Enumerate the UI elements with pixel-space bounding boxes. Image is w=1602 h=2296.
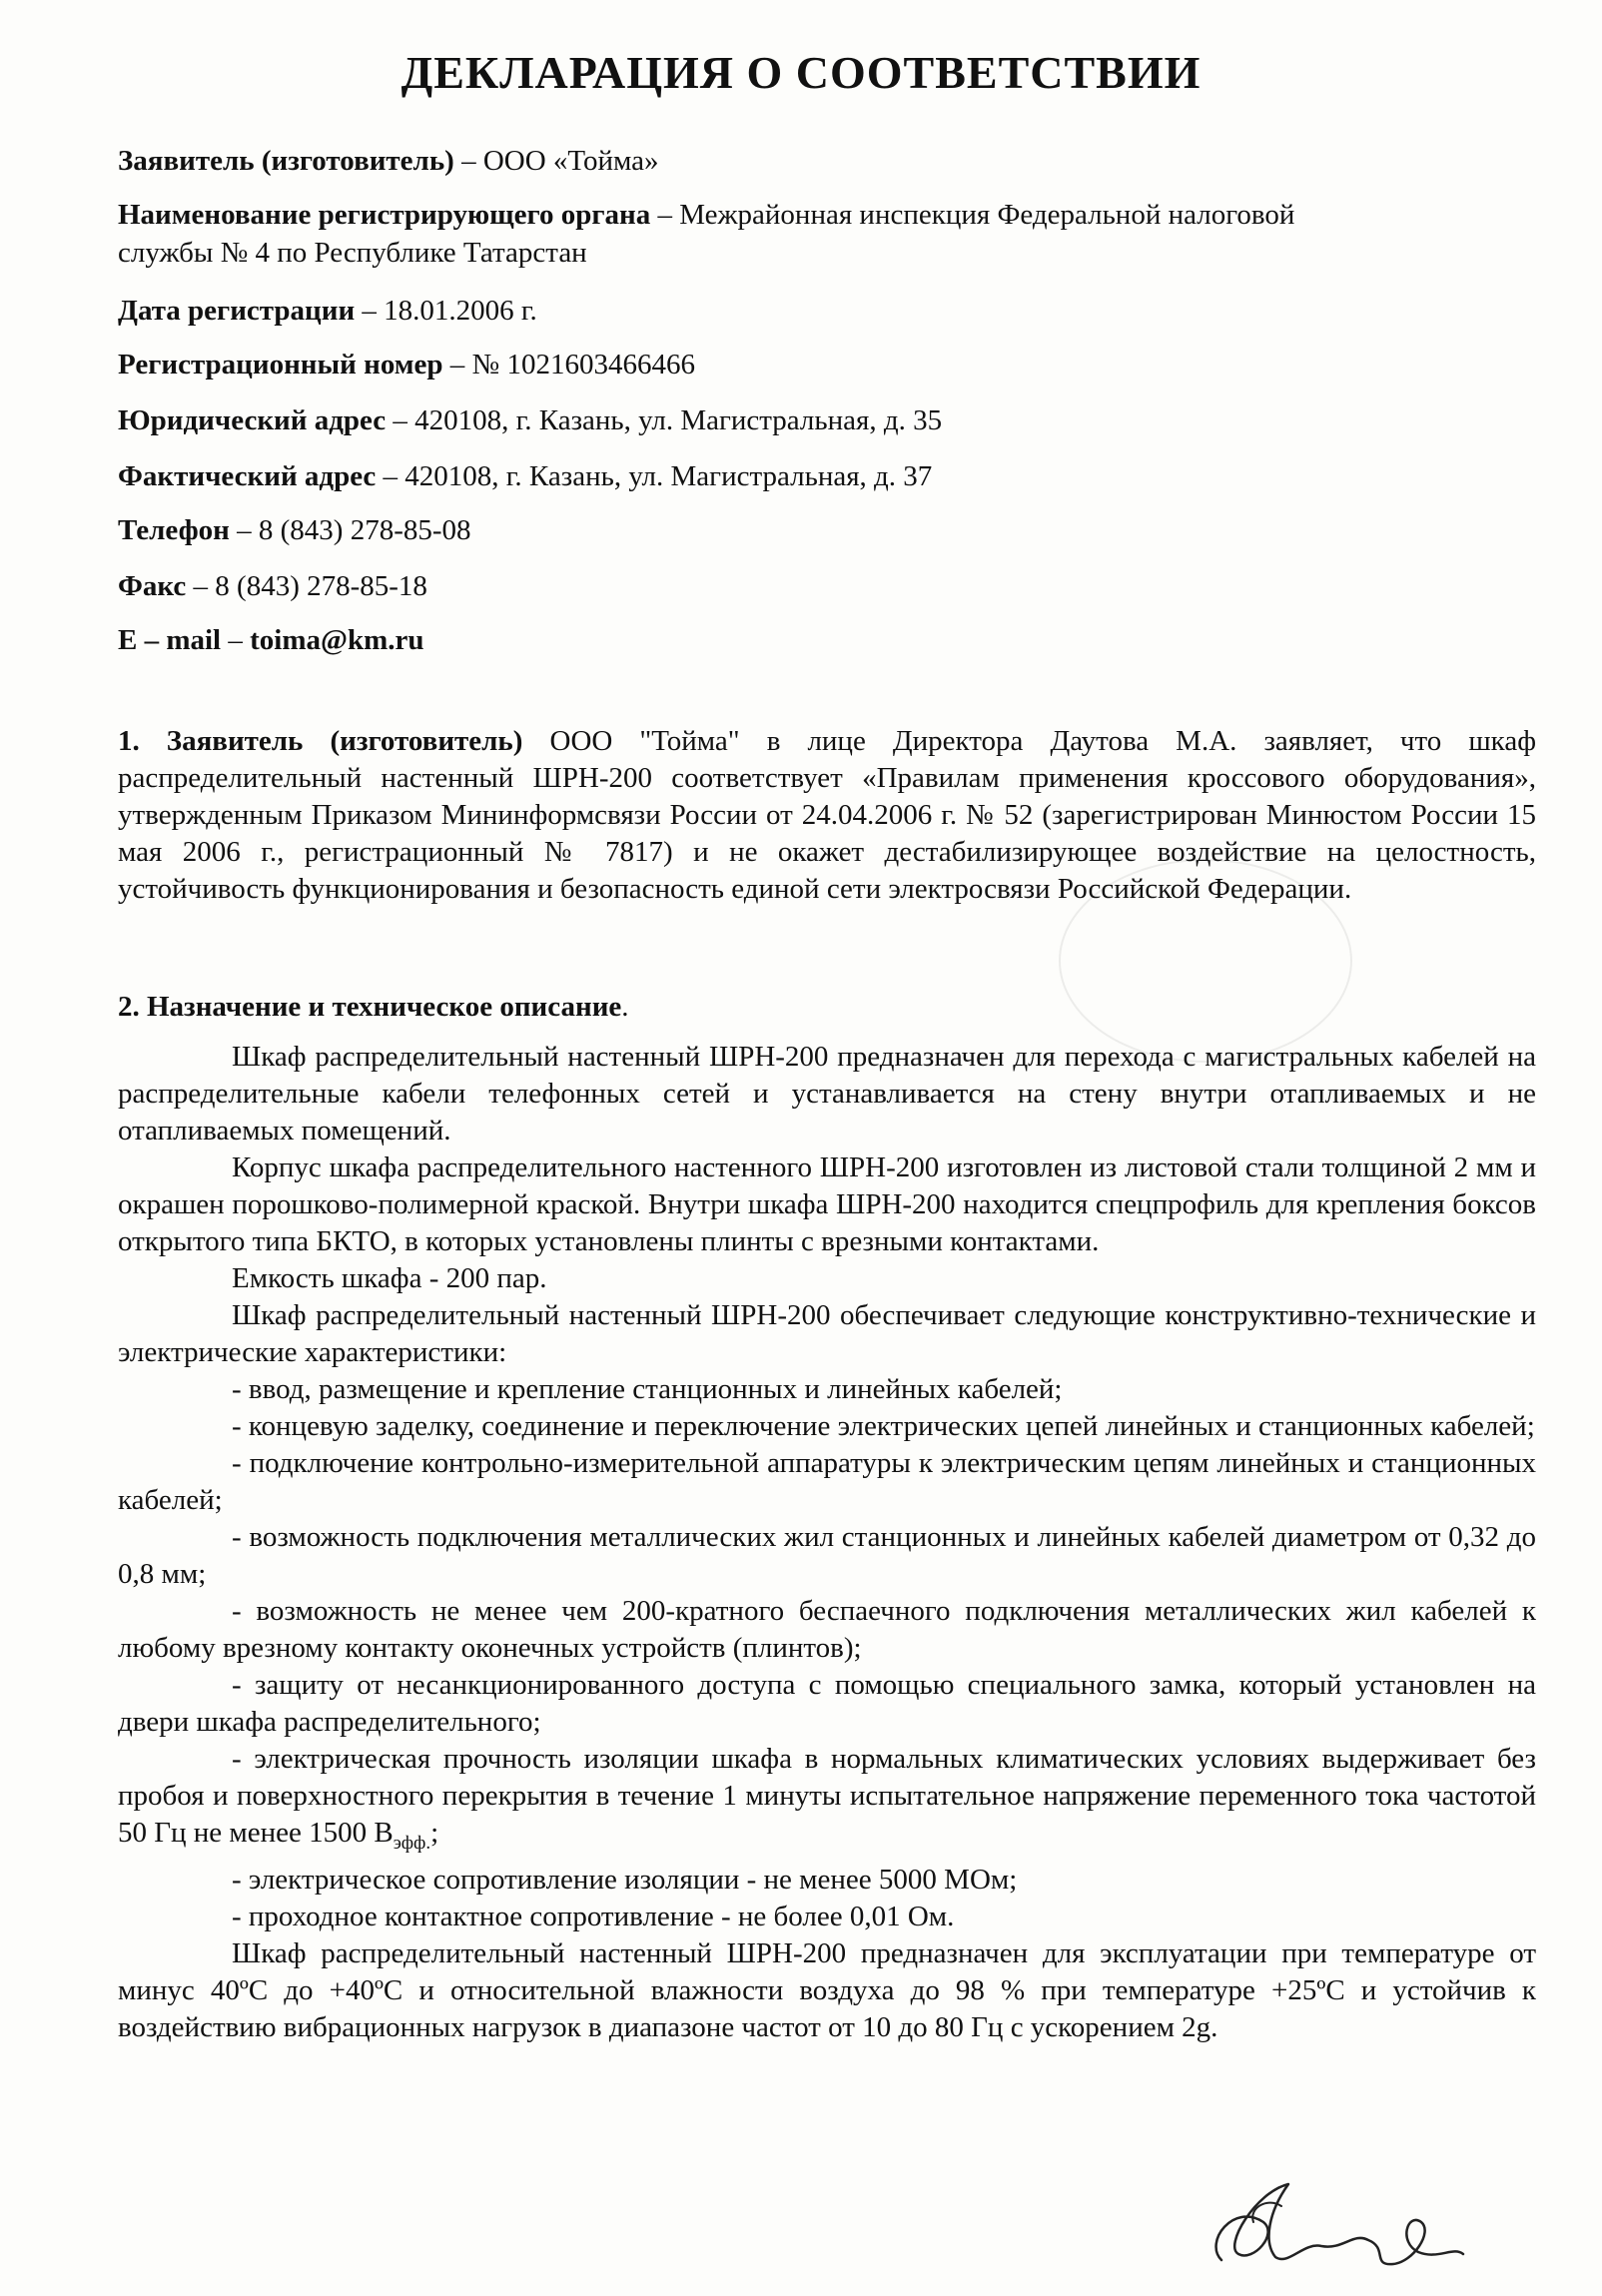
feature-item: - защиту от несанкционированного доступа с помощью специального замка, который установлен на двери шкафа распределительного; <box>118 1669 1536 1738</box>
reg-date-label: Дата регистрации <box>118 295 356 327</box>
legal-address-value: 420108, г. Казань, ул. Магистральная, д. 35 <box>414 404 943 436</box>
actual-address-value: 420108, г. Казань, ул. Магистральная, д. 37 <box>404 460 933 492</box>
section-2-heading: 2. Назначение и техническое описание. <box>118 991 629 1023</box>
fax-line: Факс – 8 (843) 278-85-18 <box>118 570 427 602</box>
email-label: E – mail <box>118 624 222 656</box>
feature-item: - возможность не менее чем 200-кратного беспаечного подключения металлических жил кабелей к любому врезному контакту оконечных устройств (плинтов); <box>118 1595 1536 1664</box>
registrar-value-cont: службы № 4 по Республике Татарстан <box>118 237 587 269</box>
reg-date-line: Дата регистрации – 18.01.2006 г. <box>118 295 537 327</box>
applicant-label: Заявитель (изготовитель) <box>118 145 454 177</box>
phone-line: Телефон – 8 (843) 278-85-08 <box>118 514 471 546</box>
section-1-text: ООО "Тойма" в лице Директора Даутова М.А. заявляет, что шкаф распределительный настенный ШРН-200 соответствует «Правилам применения кроссового оборудования», утвержденным Приказом Мининформсвязи России от 24.04.2006 г. № 52 (зарегистрирован Минюстом России 15 мая 2006 г., регистрационный № 7817) и не окажет дестабилизирующее воздействие на целостность, устойчивость функционирования и безопасность единой сети электросвязи Российской Федерации. <box>118 725 1536 905</box>
registrar-line-cont <box>118 234 1536 272</box>
feature-item: - ввод, размещение и крепление станционных и линейных кабелей; <box>232 1373 1063 1405</box>
email-value: toima@km.ru <box>250 624 424 656</box>
housing-paragraph: Корпус шкафа распределительного настенного ШРН-200 изготовлен из листовой стали толщиной 2 мм и окрашен порошково-полимерной краской. Внутри шкафа ШРН-200 находится спецпрофиль для крепления боксов открытого типа БКТО, в которых установлены плинты с врезными контактами. <box>118 1151 1536 1257</box>
fax-value: 8 (843) 278-85-18 <box>215 570 427 602</box>
applicant-line: Заявитель (изготовитель) – ООО «Тойма» <box>118 145 659 177</box>
actual-address-line: Фактический адрес – 420108, г. Казань, ул. Магистральная, д. 37 <box>118 460 933 492</box>
section-1-lead: 1. Заявитель (изготовитель) <box>118 725 523 757</box>
legal-address-label: Юридический адрес <box>118 404 387 436</box>
feature-item: - электрическое сопротивление изоляции - не менее 5000 МОм; <box>232 1863 1018 1896</box>
legal-address-line: Юридический адрес – 420108, г. Казань, ул. Магистральная, д. 35 <box>118 404 943 436</box>
email-line: E – mail – toima@km.ru <box>118 624 424 656</box>
actual-address-label: Фактический адрес <box>118 460 377 492</box>
section-1-paragraph <box>118 723 1536 908</box>
registrar-label: Наименование регистрирующего органа <box>118 199 651 231</box>
operating-conditions-paragraph: Шкаф распределительный настенный ШРН-200 предназначен для эксплуатации при температуре от минус 40ºС до +40ºС и относительной влажности воздуха до 98 % при температуре +25ºС и устойчив к воздействию вибрационных нагрузок в диапазоне частот от 10 до 80 Гц с ускорением 2g. <box>118 1936 1536 2043</box>
fax-label: Факс <box>118 570 187 602</box>
phone-label: Телефон <box>118 514 230 546</box>
registrar-value: Межрайонная инспекция Федеральной налоговой <box>679 199 1295 231</box>
features-intro-paragraph: Шкаф распределительный настенный ШРН-200 обеспечивает следующие конструктивно-технические и электрические характеристики: <box>118 1299 1536 1368</box>
signature-icon <box>1194 2162 1483 2282</box>
feature-item: - концевую заделку, соединение и переключение электрических цепей линейных и станционных кабелей; <box>232 1410 1535 1442</box>
feature-item: - возможность подключения металлических жил станционных и линейных кабелей диаметром от 0,32 до 0,8 мм; <box>118 1521 1536 1590</box>
section-2-body <box>118 1039 1536 2046</box>
feature-item: - проходное контактное сопротивление - не более 0,01 Ом. <box>232 1900 955 1932</box>
purpose-paragraph: Шкаф распределительный настенный ШРН-200 предназначен для перехода с магистральных кабелей на распределительные кабели телефонных сетей и устанавливается на стену внутри отапливаемых и не отапливаемых помещений. <box>118 1041 1536 1147</box>
reg-number-line: Регистрационный номер – № 1021603466466 <box>118 349 695 381</box>
feature-item-voltage: - электрическая прочность изоляции шкафа в нормальных климатических условиях выдерживает без пробоя и поверхностного перекрытия в течение 1 минуты испытательное напряжение переменного тока частотой 50 Гц не менее 1500 $В_{эфф.}$; <box>118 1743 1536 1854</box>
reg-number-value: № 1021603466466 <box>471 349 695 381</box>
registrar-line: Наименование регистрирующего органа – Межрайонная инспекция Федеральной налоговой <box>118 199 1295 231</box>
capacity-paragraph: Емкость шкафа - 200 пар. <box>232 1262 547 1294</box>
applicant-value: ООО «Тойма» <box>482 145 659 177</box>
document-title: ДЕКЛАРАЦИЯ О СООТВЕТСТВИИ <box>400 47 1202 98</box>
reg-number-label: Регистрационный номер <box>118 349 443 381</box>
phone-value: 8 (843) 278-85-08 <box>258 514 471 546</box>
feature-item: - подключение контрольно-измерительной аппаратуры к электрическим цепям линейных и станционных кабелей; <box>118 1447 1536 1516</box>
reg-date-value: 18.01.2006 г. <box>384 295 537 327</box>
